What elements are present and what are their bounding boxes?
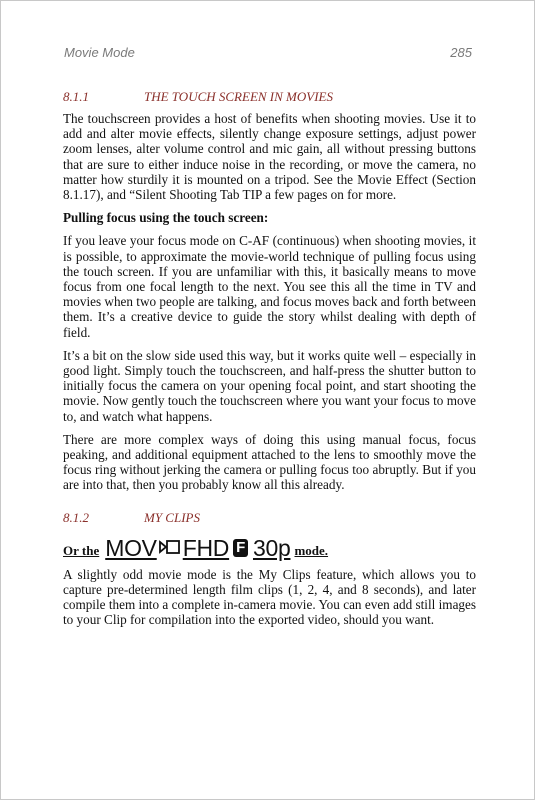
page-number: 285 xyxy=(450,45,472,60)
paragraph-pulling-focus-3: There are more complex ways of doing this using manual focus, focus peaking, and additional equipment attached to the lens to smoothly move the focus ring without jerking the camera or pulling focus too abruptly. But if you are into that, then you probably know all this already. xyxy=(63,431,476,493)
section-number: 8.1.2 xyxy=(63,509,89,525)
paragraph-my-clips: A slightly odd movie mode is the My Clips feature, which allows you to capture pre-determined length film clips (1, 2, 4, and 8 seconds), and later compile them into a complete in-camera movie. You can even add still images to your Clip for compilation into the exported video, should you want. xyxy=(63,566,476,628)
section-heading-8-1-1 xyxy=(63,89,476,105)
chapter-title: Movie Mode xyxy=(64,45,135,60)
page-content xyxy=(63,89,476,635)
movie-camera-icon xyxy=(159,535,181,562)
page-header xyxy=(64,45,472,60)
subheading-pulling-focus: Pulling focus using the touch screen: xyxy=(63,210,269,226)
mode-prefix: Or the xyxy=(63,542,100,558)
section-title: THE TOUCH SCREEN IN MOVIES xyxy=(144,89,333,104)
frame-rate-label: 30p xyxy=(252,534,291,561)
paragraph-pulling-focus-2: It’s a bit on the slow side used this way, but it works quite well – especially in good light. Simply touch the touchscreen, and half-press the shutter button to initially focus the camera on your opening focal point, and start shooting the movie. Now gently touch the touchscreen where you want your focus to move to, and watch what happens. xyxy=(63,347,476,424)
section-heading-8-1-2 xyxy=(63,510,476,526)
fhd-label: FHD xyxy=(182,534,230,561)
movie-mode-icons xyxy=(105,535,290,562)
mode-line xyxy=(63,532,476,559)
section-number: 8.1.1 xyxy=(63,89,89,104)
intro-paragraph: The touchscreen provides a host of benefits when shooting movies. Use it to add and alter movie effects, silently change exposure settings, adjust power zoom lenses, alter volume control and mic gain, all without pressing buttons that are sure to either induce noise in the recording, or move the camera, no matter how sturdily it is mounted on a tripod. See the Movie Effect (Section 8.1.17), and “Silent Shooting Tab TIP a few pages on for more. xyxy=(63,111,476,203)
section-title: MY CLIPS xyxy=(144,509,200,525)
paragraph-pulling-focus-1: If you leave your focus mode on C-AF (continuous) when shooting movies, it is possible, to approximate the movie-world technique of pulling focus using the touch screen. If you are unfamiliar with this, it basically means to move focus from one focal length to the next. You see this all the time in TV and movies when two people are talking, and focus moves back and forth between them. It’s a creative device to guide the story whilst dealing with depth of field. xyxy=(63,233,476,340)
fine-quality-icon: F xyxy=(233,539,248,557)
mov-label: MOV xyxy=(105,534,157,561)
mode-suffix: mode. xyxy=(294,542,329,558)
